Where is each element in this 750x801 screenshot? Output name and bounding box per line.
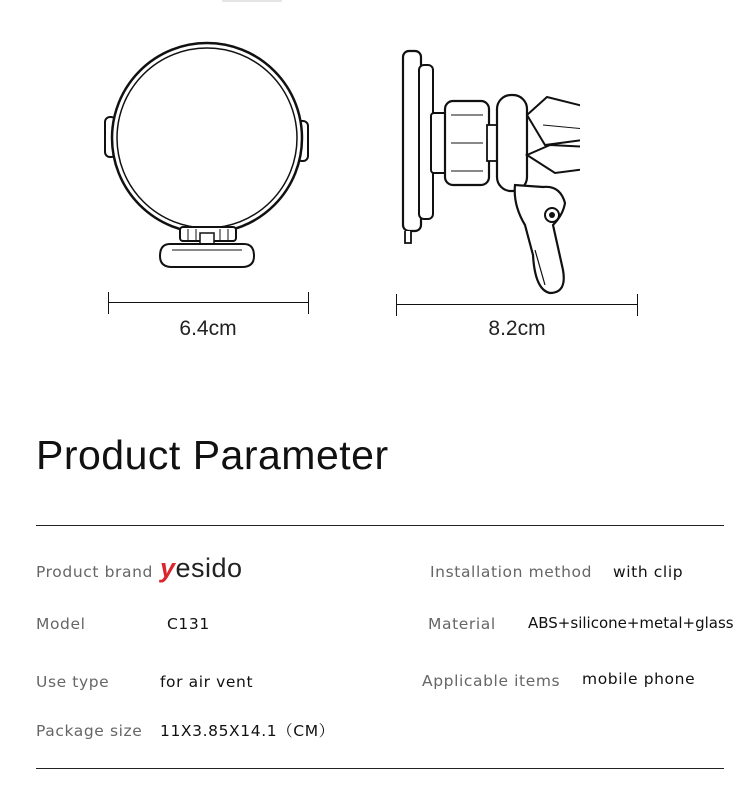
width-dimension-right-tick bbox=[308, 292, 309, 314]
front-view-drawing bbox=[100, 38, 315, 274]
param-label-installation-method: Installation method bbox=[430, 563, 593, 581]
side-view-drawing bbox=[395, 45, 580, 300]
depth-dimension-line bbox=[396, 304, 638, 305]
depth-dimension-label: 8.2cm bbox=[488, 317, 546, 340]
brand-logo-mark: y bbox=[160, 553, 176, 583]
brand-logo-text: esido bbox=[175, 553, 243, 583]
depth-dimension-right-tick bbox=[637, 294, 638, 316]
param-value-installation-method: with clip bbox=[613, 563, 684, 581]
param-label-package-size: Package size bbox=[36, 722, 143, 740]
brand-logo bbox=[160, 553, 243, 584]
param-label-applicable-items: Applicable items bbox=[422, 672, 561, 690]
width-dimension-line bbox=[108, 302, 309, 303]
param-value-applicable-items: mobile phone bbox=[582, 670, 696, 688]
section-title: Product Parameter bbox=[36, 432, 389, 478]
param-value-package-size: 11X3.85X14.1（CM） bbox=[160, 722, 335, 740]
bottom-divider bbox=[36, 768, 724, 769]
top-divider bbox=[36, 525, 724, 526]
param-label-material: Material bbox=[428, 615, 496, 633]
param-value-material: ABS+silicone+metal+glass bbox=[528, 614, 734, 632]
param-value-use-type: for air vent bbox=[160, 673, 254, 691]
param-label-model: Model bbox=[36, 615, 86, 633]
param-label-brand: Product brand bbox=[36, 563, 153, 581]
param-label-use-type: Use type bbox=[36, 673, 110, 691]
top-edge-bar bbox=[222, 0, 282, 2]
param-value-model: C131 bbox=[167, 615, 210, 633]
width-dimension-label: 6.4cm bbox=[179, 317, 237, 340]
